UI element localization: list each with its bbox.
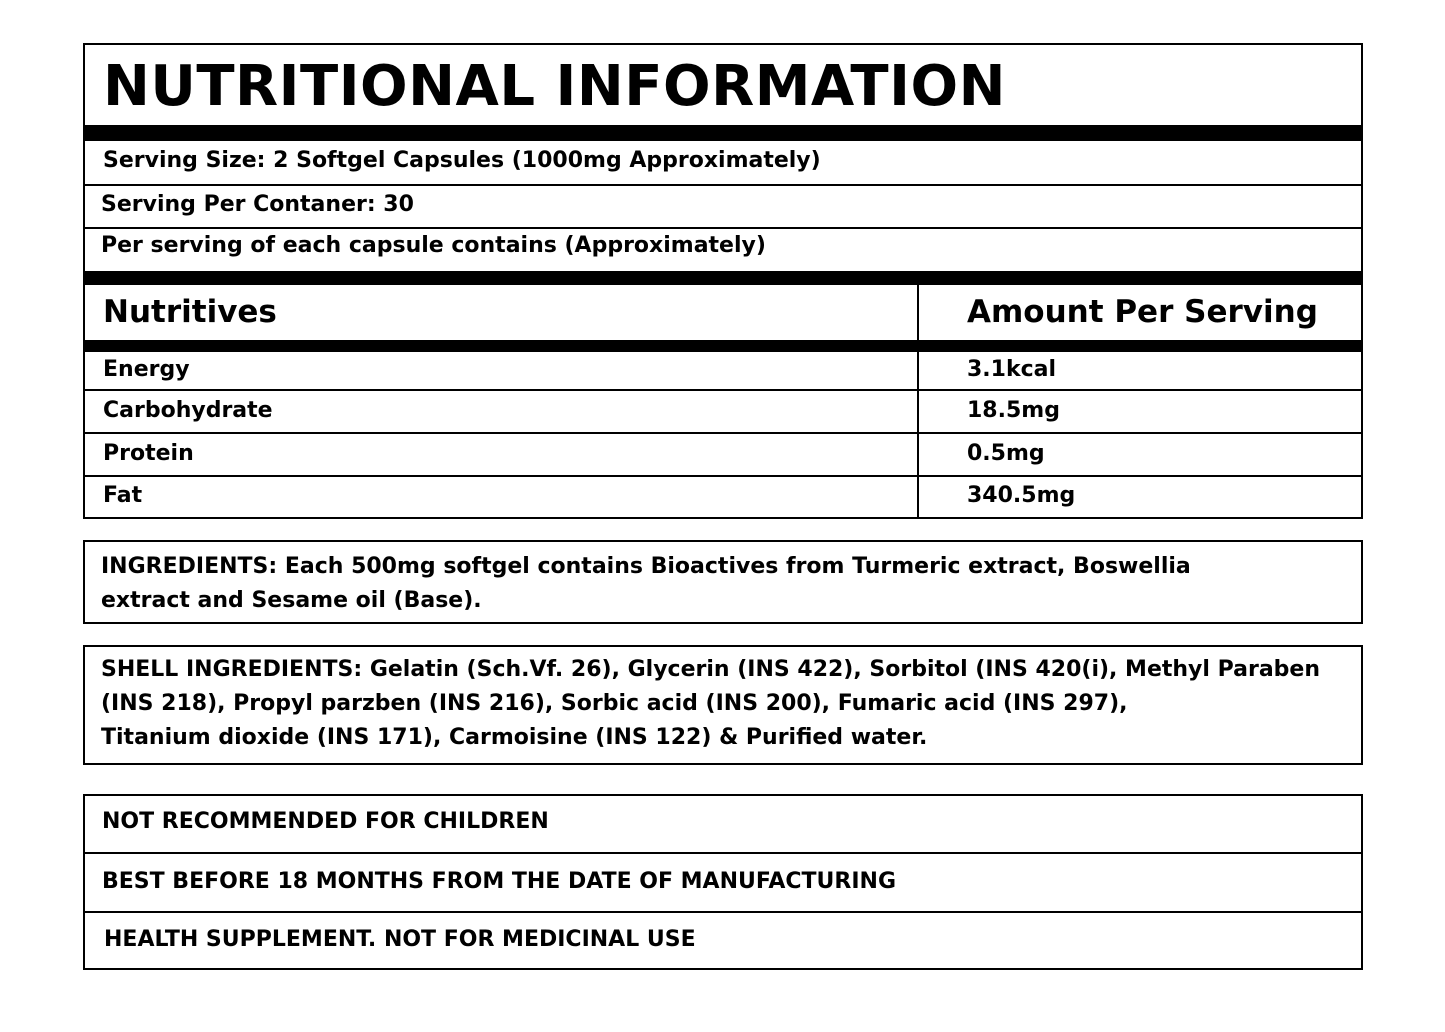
shell-ingredients-text bbox=[101, 653, 1345, 755]
row-divider bbox=[85, 389, 1361, 391]
column-header-amount: Amount Per Serving bbox=[967, 294, 1318, 330]
shell-line bbox=[101, 653, 1345, 687]
divider bbox=[85, 184, 1361, 186]
title-divider bbox=[83, 125, 1363, 141]
table-row-nutrient: Carbohydrate bbox=[103, 398, 273, 423]
divider bbox=[85, 911, 1361, 913]
ingredients-box bbox=[83, 540, 1363, 624]
row-divider bbox=[85, 432, 1361, 434]
warning-best-before: BEST BEFORE 18 MONTHS FROM THE DATE OF MANUFACTURING bbox=[102, 869, 896, 894]
shell-line: Titanium dioxide (INS 171), Carmoisine (INS 122) & Purified water. bbox=[101, 725, 928, 750]
column-divider bbox=[917, 283, 919, 519]
warning-health-supplement: HEALTH SUPPLEMENT. NOT FOR MEDICINAL USE bbox=[104, 927, 696, 952]
table-row-amount: 0.5mg bbox=[967, 441, 1045, 466]
section-divider bbox=[83, 271, 1363, 285]
shell-ingredients-box bbox=[83, 645, 1363, 765]
servings-per-container: Serving Per Contaner: 30 bbox=[101, 192, 414, 217]
panel-title: NUTRITIONAL INFORMATION bbox=[103, 54, 1006, 119]
divider bbox=[85, 852, 1361, 854]
ingredients-text bbox=[101, 550, 1345, 618]
row-divider bbox=[85, 475, 1361, 477]
divider bbox=[85, 227, 1361, 229]
nutrition-panel bbox=[83, 43, 1363, 519]
table-row-amount: 18.5mg bbox=[967, 398, 1060, 423]
per-serving-note: Per serving of each capsule contains (Approximately) bbox=[101, 233, 766, 258]
warnings-box bbox=[83, 794, 1363, 970]
ingredients-line bbox=[101, 550, 1345, 584]
ingredients-label: INGREDIENTS: bbox=[101, 554, 278, 579]
column-header-nutritives: Nutritives bbox=[103, 294, 277, 330]
table-row-amount: 3.1kcal bbox=[967, 357, 1057, 382]
header-divider bbox=[83, 340, 1363, 352]
table-row-nutrient: Protein bbox=[103, 441, 194, 466]
serving-size: Serving Size: 2 Softgel Capsules (1000mg Approximately) bbox=[103, 148, 821, 173]
shell-label: SHELL INGREDIENTS: bbox=[101, 657, 363, 682]
table-row-nutrient: Fat bbox=[103, 483, 143, 508]
shell-value: Gelatin (Sch.Vf. 26), Glycerin (INS 422), Sorbitol (INS 420(i), Methyl Paraben bbox=[362, 657, 1320, 682]
ingredients-line: extract and Sesame oil (Base). bbox=[101, 588, 482, 613]
ingredients-value: Each 500mg softgel contains Bioactives from Turmeric extract, Boswellia bbox=[277, 554, 1191, 579]
table-row-amount: 340.5mg bbox=[967, 483, 1076, 508]
table-row-nutrient: Energy bbox=[103, 357, 190, 382]
warning-children: NOT RECOMMENDED FOR CHILDREN bbox=[102, 809, 549, 834]
shell-line: (INS 218), Propyl parzben (INS 216), Sorbic acid (INS 200), Fumaric acid (INS 297), bbox=[101, 691, 1128, 716]
